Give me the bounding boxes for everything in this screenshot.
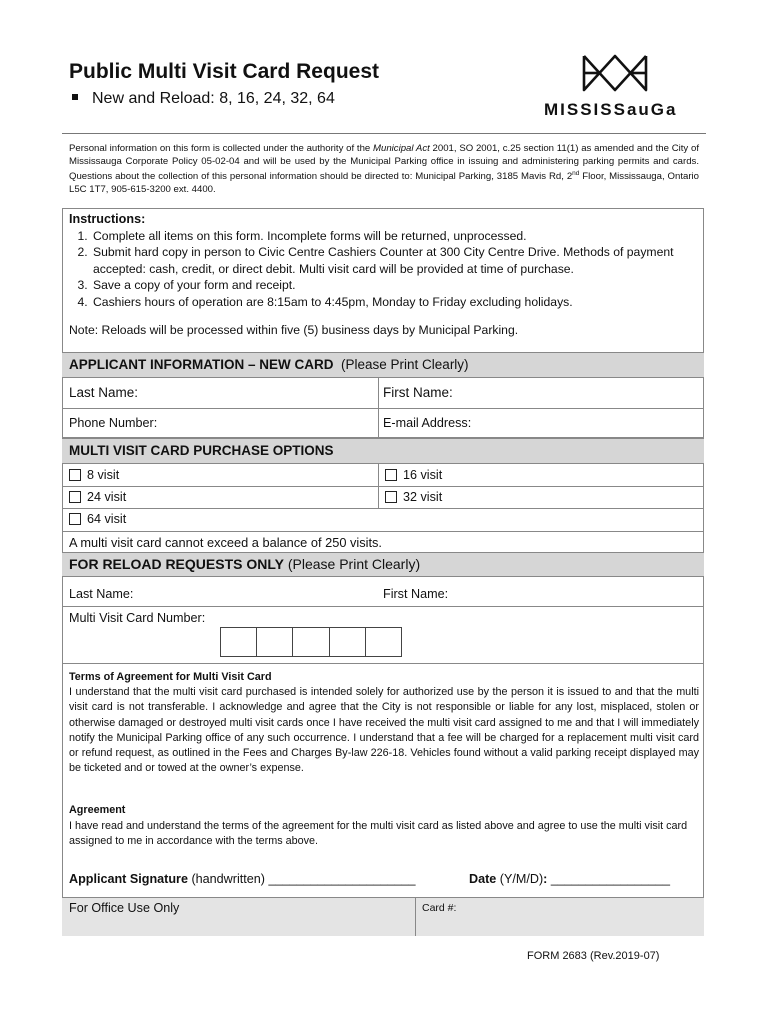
reload-heading-note: (Please Print Clearly) <box>287 556 421 572</box>
signature-note: (handwritten) <box>191 872 265 886</box>
agreement <box>69 803 699 850</box>
signature-field[interactable] <box>69 872 416 886</box>
form-number: FORM 2683 (Rev.2019-07) <box>527 950 660 962</box>
balance-limit-note: A multi visit card cannot exceed a balance of 250 visits. <box>69 535 382 550</box>
purchase-section-header <box>62 438 704 464</box>
applicant-section-header <box>62 352 704 378</box>
purchase-column-divider <box>378 464 379 509</box>
signature-label: Applicant Signature <box>69 872 188 886</box>
page-subtitle <box>69 90 335 108</box>
applicant-heading-note: (Please Print Clearly) <box>341 357 469 372</box>
agreement-body: I have read and understand the terms of the agreement for the multi visit card as listed above and agree to use the multi visit card assigned to me in accordance with the terms above. <box>69 819 688 847</box>
date-field[interactable] <box>469 872 670 886</box>
privacy-notice <box>69 143 699 196</box>
card-number-label: Multi Visit Card Number: <box>69 611 206 625</box>
date-line: _________________ <box>550 872 670 886</box>
instructions-title: Instructions: <box>69 212 146 226</box>
terms-body: I understand that the multi visit card purchased is intended solely for authorized use by the person it is issued to and that the multi visit card is not transferable. I acknowledge and agree that the City is not responsible or liable for any lost, misplaced, stolen or otherwise damaged or destroyed multi visit cards once I have received the multi visit card assigned to me and that I will immediately notify the Municipal Parking office of any such occurrence. I understand that a fee will be charged for a replacement multi visit card or refund request, as outlined in the Fees and Charges By-law 226-18. Vehicles found without a valid parking receipt displayed may be ticketed and or towed at the owner’s expense. <box>69 686 699 775</box>
office-use-label: For Office Use Only <box>69 901 180 915</box>
signature-line: _____________________ <box>268 872 416 886</box>
card-number-row <box>62 607 704 664</box>
reload-note: Note: Reloads will be processed within five (5) business days by Municipal Parking. <box>69 323 519 337</box>
option-32-label: 32 visit <box>403 490 443 504</box>
office-card-label: Card #: <box>422 902 457 914</box>
agreement-heading: Agreement <box>69 804 126 816</box>
purchase-row-1 <box>62 464 704 487</box>
reload-first-name-label: First Name: <box>383 587 449 601</box>
reload-heading: FOR RELOAD REQUESTS ONLY <box>69 556 284 572</box>
applicant-column-divider <box>378 378 379 438</box>
logo-mark-icon <box>540 50 690 100</box>
privacy-text-2: 2001, SO 2001, c.25 section 11(1) as amended and the City of Mississauga Corporate Policy 05-02-04 and will be used by the Municipal Parking office in issuing and administering parking permits and cards. Questions about the collection of this personal information should be directed to: Municipal Parking, 3185 Mavis Rd, 2 <box>69 143 699 183</box>
header-divider <box>62 133 706 134</box>
purchase-heading: MULTI VISIT CARD PURCHASE OPTIONS <box>69 443 334 458</box>
terms-of-agreement <box>69 670 699 776</box>
date-colon: : <box>543 872 548 886</box>
terms-heading: Terms of Agreement for Multi Visit Card <box>69 671 272 683</box>
instructions-list <box>69 228 699 311</box>
mississauga-logo <box>540 50 690 125</box>
phone-number-label: Phone Number: <box>69 416 158 430</box>
option-24-label: 24 visit <box>87 490 127 504</box>
privacy-act: Municipal Act <box>373 143 430 154</box>
instruction-item: 4. Cashiers hours of operation are 8:15am to 4:45pm, Monday to Friday excluding holidays. <box>91 294 699 311</box>
instruction-item: 2. Submit hard copy in person to Civic Centre Cashiers Counter at 300 City Centre Drive. Methods of payment accepted: cash, credit, or direct debit. Multi visit card will be provided at time of purchase. <box>91 244 699 277</box>
page-title: Public Multi Visit Card Request <box>69 60 379 83</box>
instructions <box>69 211 699 339</box>
option-16-label: 16 visit <box>403 468 443 482</box>
office-column-divider <box>415 898 416 936</box>
privacy-text-1: Personal information on this form is collected under the authority of the <box>69 143 373 154</box>
option-64-label: 64 visit <box>87 512 127 526</box>
instruction-item: 3. Save a copy of your form and receipt. <box>91 277 699 294</box>
applicant-first-name-label: First Name: <box>383 385 453 400</box>
purchase-row-2 <box>62 487 704 509</box>
applicant-last-name-label: Last Name: <box>69 385 139 400</box>
bullet-icon <box>72 94 78 100</box>
email-address-label: E-mail Address: <box>383 416 472 430</box>
option-8-label: 8 visit <box>87 468 120 482</box>
date-format-note: (Y/M/D) <box>499 872 544 886</box>
applicant-heading: APPLICANT INFORMATION – NEW CARD <box>69 357 334 372</box>
subtitle-text: New and Reload: 8, 16, 24, 32, 64 <box>92 90 335 107</box>
privacy-sup: nd <box>572 170 580 177</box>
purchase-row-3 <box>62 509 704 532</box>
reload-name-row <box>62 577 704 607</box>
instruction-item: 1. Complete all items on this form. Incomplete forms will be returned, unprocessed. <box>91 228 699 245</box>
logo-wordmark: MISSISSauGa <box>544 100 678 119</box>
privacy-text-3: Floor, Mississauga, Ontario L5C 1T7, 905-615-3200 ext. 4400. <box>69 171 699 195</box>
date-label: Date <box>469 872 497 886</box>
reload-last-name-label: Last Name: <box>69 587 134 601</box>
reload-section-header <box>62 552 704 577</box>
